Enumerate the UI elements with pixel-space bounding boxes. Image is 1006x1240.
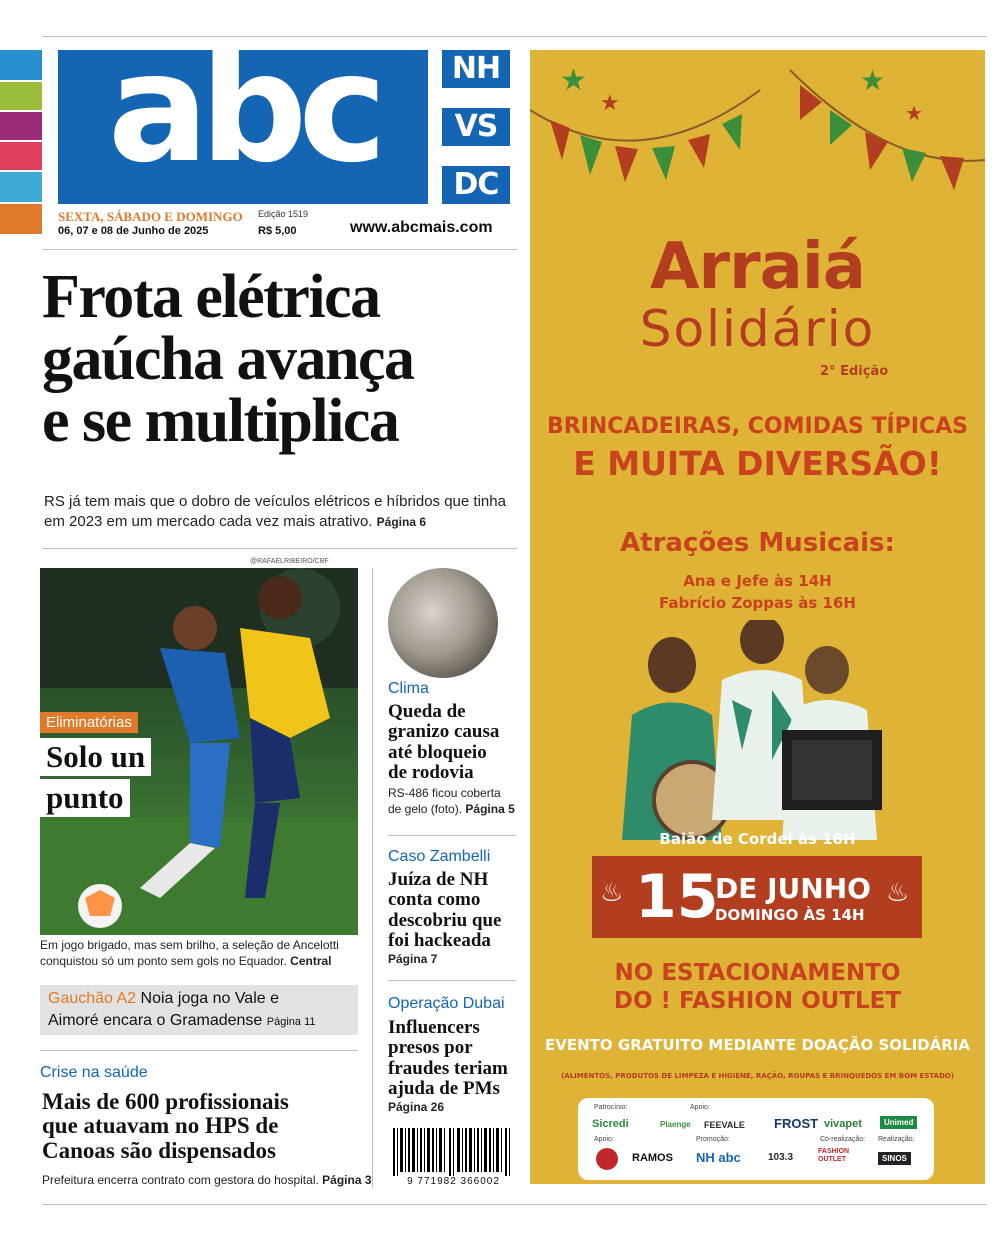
price: R$ 5,00 (258, 225, 297, 237)
sponsor-label: Patrocínio: (594, 1104, 628, 1111)
zambelli-headline-line: descobriu que (388, 909, 502, 931)
edition-vs[interactable]: VS (442, 108, 510, 146)
clima-headline-line: até bloqueio (388, 741, 487, 763)
zambelli-kicker: Caso Zambelli (388, 848, 491, 865)
headline-line: Frota elétrica (42, 263, 380, 331)
saude-rule (40, 1050, 358, 1051)
ad-line: E MUITA DIVERSÃO! (573, 444, 942, 483)
bonfire-icon: ♨ (600, 878, 624, 907)
gauchao-strip[interactable] (40, 985, 358, 1035)
sponsor-label: Apoio: (690, 1104, 710, 1111)
ad-subtitle: Solidário (639, 300, 876, 358)
gauchao-line: Gauchão A2 Noia joga no Vale e (48, 990, 279, 1007)
section-tag: Eliminatórias (40, 712, 138, 733)
zambelli-headline[interactable] (388, 870, 502, 951)
ad-donations: (ALIMENTOS, PRODUTOS DE LIMPEZA E HIGIENE, RAÇÃO, ROUPAS E BRINQUEDOS EM BOM ESTADO) (561, 1072, 954, 1080)
photo-title-line[interactable]: Solo un (40, 738, 151, 776)
sponsor-logo[interactable]: Unimed (880, 1116, 917, 1129)
clima-summary: RS-486 ficou coberta de gelo (foto). Página 5 (388, 786, 515, 816)
sponsor-logo[interactable]: FASHION OUTLET (818, 1148, 850, 1163)
clima-headline-line: de rodovia (388, 761, 474, 783)
clima-kicker: Clima (388, 680, 429, 697)
svg-text:★: ★ (905, 103, 923, 125)
masthead-rule (42, 249, 517, 250)
ad-free-event: EVENTO GRATUITO MEDIANTE DOAÇÃO SOLIDÁRIA (545, 1036, 970, 1054)
page-ref: Página 7 (388, 952, 438, 966)
dubai-headline-line: ajuda de PMs (388, 1077, 500, 1099)
saude-headline-line: que atuavam no HPS de (42, 1113, 279, 1139)
barcode-number: 9 771982 366002 (407, 1176, 500, 1187)
dubai-rule (388, 980, 516, 981)
sponsor-logo[interactable]: RAMOS (632, 1152, 673, 1164)
edition-number: Edição 1519 (258, 209, 309, 219)
stripe-orange (0, 204, 42, 234)
photo-caption: Em jogo brigado, mas sem brilho, a seleção de Ancelotti conquistou só um ponto sem gols no Equador. Central (40, 938, 339, 968)
page-ref: Página 3 (322, 1173, 372, 1187)
bonfire-icon: ♨ (886, 878, 910, 907)
gauchao-line: Aimoré encara o Gramadense Página 11 (48, 1012, 316, 1029)
page-ref: Central (290, 953, 332, 968)
ad-place: NO ESTACIONAMENTO (614, 960, 901, 986)
dubai-headline-line: presos por (388, 1037, 473, 1059)
ad-act: Ana e Jefe às 14H (683, 572, 832, 590)
sponsor-label: Apoio: (594, 1136, 614, 1143)
edition-dc[interactable]: DC (442, 166, 510, 204)
svg-text:★: ★ (860, 66, 886, 97)
stripe-pink (0, 142, 42, 170)
ad-place: DO ! FASHION OUTLET (613, 988, 902, 1014)
sponsor-logo[interactable]: Sicredi (592, 1118, 629, 1130)
sponsor-badge-icon (596, 1148, 618, 1170)
main-headline[interactable] (42, 263, 522, 455)
sponsor-logo[interactable]: Plaenge (660, 1120, 691, 1129)
clima-headline-line: granizo causa (388, 721, 500, 743)
sponsor-logo[interactable]: SINOS (878, 1152, 911, 1165)
sponsor-label: Promoção: (696, 1136, 730, 1143)
headline-line: gaúcha avança (42, 325, 414, 393)
ad-attractions-title: Atrações Musicais: (620, 528, 895, 558)
page-ref: Página 5 (465, 801, 515, 816)
ad-date-day: 15 (635, 862, 719, 932)
dubai-headline-line: Influencers (388, 1017, 480, 1038)
ad-act: Fabrício Zoppas às 16H (659, 594, 856, 612)
sponsor-logo[interactable]: FROST (774, 1116, 819, 1131)
saude-headline-line: Canoas são dispensados (42, 1137, 276, 1163)
page-ref: Página 6 (376, 514, 427, 529)
sponsor-label: Co-realização: (820, 1136, 866, 1143)
svg-text:★: ★ (600, 90, 620, 115)
saude-headline-line: Mais de 600 profissionais (42, 1089, 289, 1114)
zambelli-headline-line: conta como (388, 889, 481, 911)
photo-title-line[interactable]: punto (40, 779, 130, 817)
ad-edition: 2° Edição (820, 364, 889, 379)
ad-title: Arraiá (650, 230, 865, 304)
saude-kicker: Crise na saúde (40, 1064, 148, 1081)
logo[interactable]: abc (107, 22, 379, 196)
zambelli-headline-line: Juíza de NH (388, 869, 489, 890)
issue-date: 06, 07 e 08 de Junho de 2025 (58, 225, 209, 237)
arraia-ad[interactable] (530, 50, 985, 1184)
column-rule (372, 568, 373, 1188)
clima-headline[interactable] (388, 702, 499, 783)
dubai-kicker: Operação Dubai (388, 995, 505, 1012)
ad-act: Baião de Cordel às 18H (659, 830, 856, 848)
hail-photo[interactable] (388, 568, 498, 678)
zambelli-rule (388, 835, 516, 836)
dubai-headline[interactable] (388, 1018, 508, 1099)
headline-deck: RS já tem mais que o dobro de veículos elétricos e híbridos que tinha em 2023 em um mercado cada vez mais atrativo. Página 6 (44, 493, 506, 530)
svg-text:★: ★ (560, 64, 587, 97)
barcode (393, 1128, 513, 1176)
issue-days: SEXTA, SÁBADO E DOMINGO (58, 209, 243, 224)
saude-headline[interactable] (42, 1090, 362, 1163)
sponsor-label: Realização: (878, 1136, 915, 1143)
headline-line: e se multiplica (42, 387, 399, 455)
stripe-purple (0, 112, 42, 140)
ad-date-time: DOMINGO ÀS 14H (715, 906, 865, 924)
sponsor-logo[interactable]: FEEVALE (704, 1120, 745, 1130)
stripe-cyan (0, 172, 42, 202)
site-link[interactable]: www.abcmais.com (350, 219, 493, 236)
bunting-decoration (530, 50, 985, 200)
photo-credit: @RAFAELRIBEIRO/CBF (250, 558, 329, 565)
headline-rule (42, 548, 517, 549)
sponsor-logo[interactable]: vivapet (824, 1118, 862, 1130)
edition-nh[interactable]: NH (442, 50, 510, 88)
stripe-green (0, 82, 42, 110)
sponsor-box (578, 1098, 934, 1180)
sponsor-logo[interactable]: NH abc (696, 1150, 741, 1165)
bottom-rule (42, 1204, 986, 1205)
sponsor-logo[interactable]: 103.3 (768, 1152, 794, 1163)
saude-summary: Prefeitura encerra contrato com gestora do hospital. Página 3 (42, 1173, 372, 1187)
gauchao-tag: Gauchão A2 (48, 990, 137, 1007)
clima-headline-line: Queda de (388, 701, 466, 722)
ad-date-month: DE JUNHO (715, 872, 871, 905)
band-photo (612, 620, 912, 840)
page-ref: Página 11 (266, 1016, 316, 1028)
dubai-headline-line: fraudes teriam (388, 1057, 508, 1079)
ad-line: BRINCADEIRAS, COMIDAS TÍPICAS (546, 414, 969, 439)
stripe-blue (0, 50, 42, 80)
page-ref: Página 26 (388, 1100, 445, 1114)
zambelli-headline-line: foi hackeada (388, 929, 491, 951)
